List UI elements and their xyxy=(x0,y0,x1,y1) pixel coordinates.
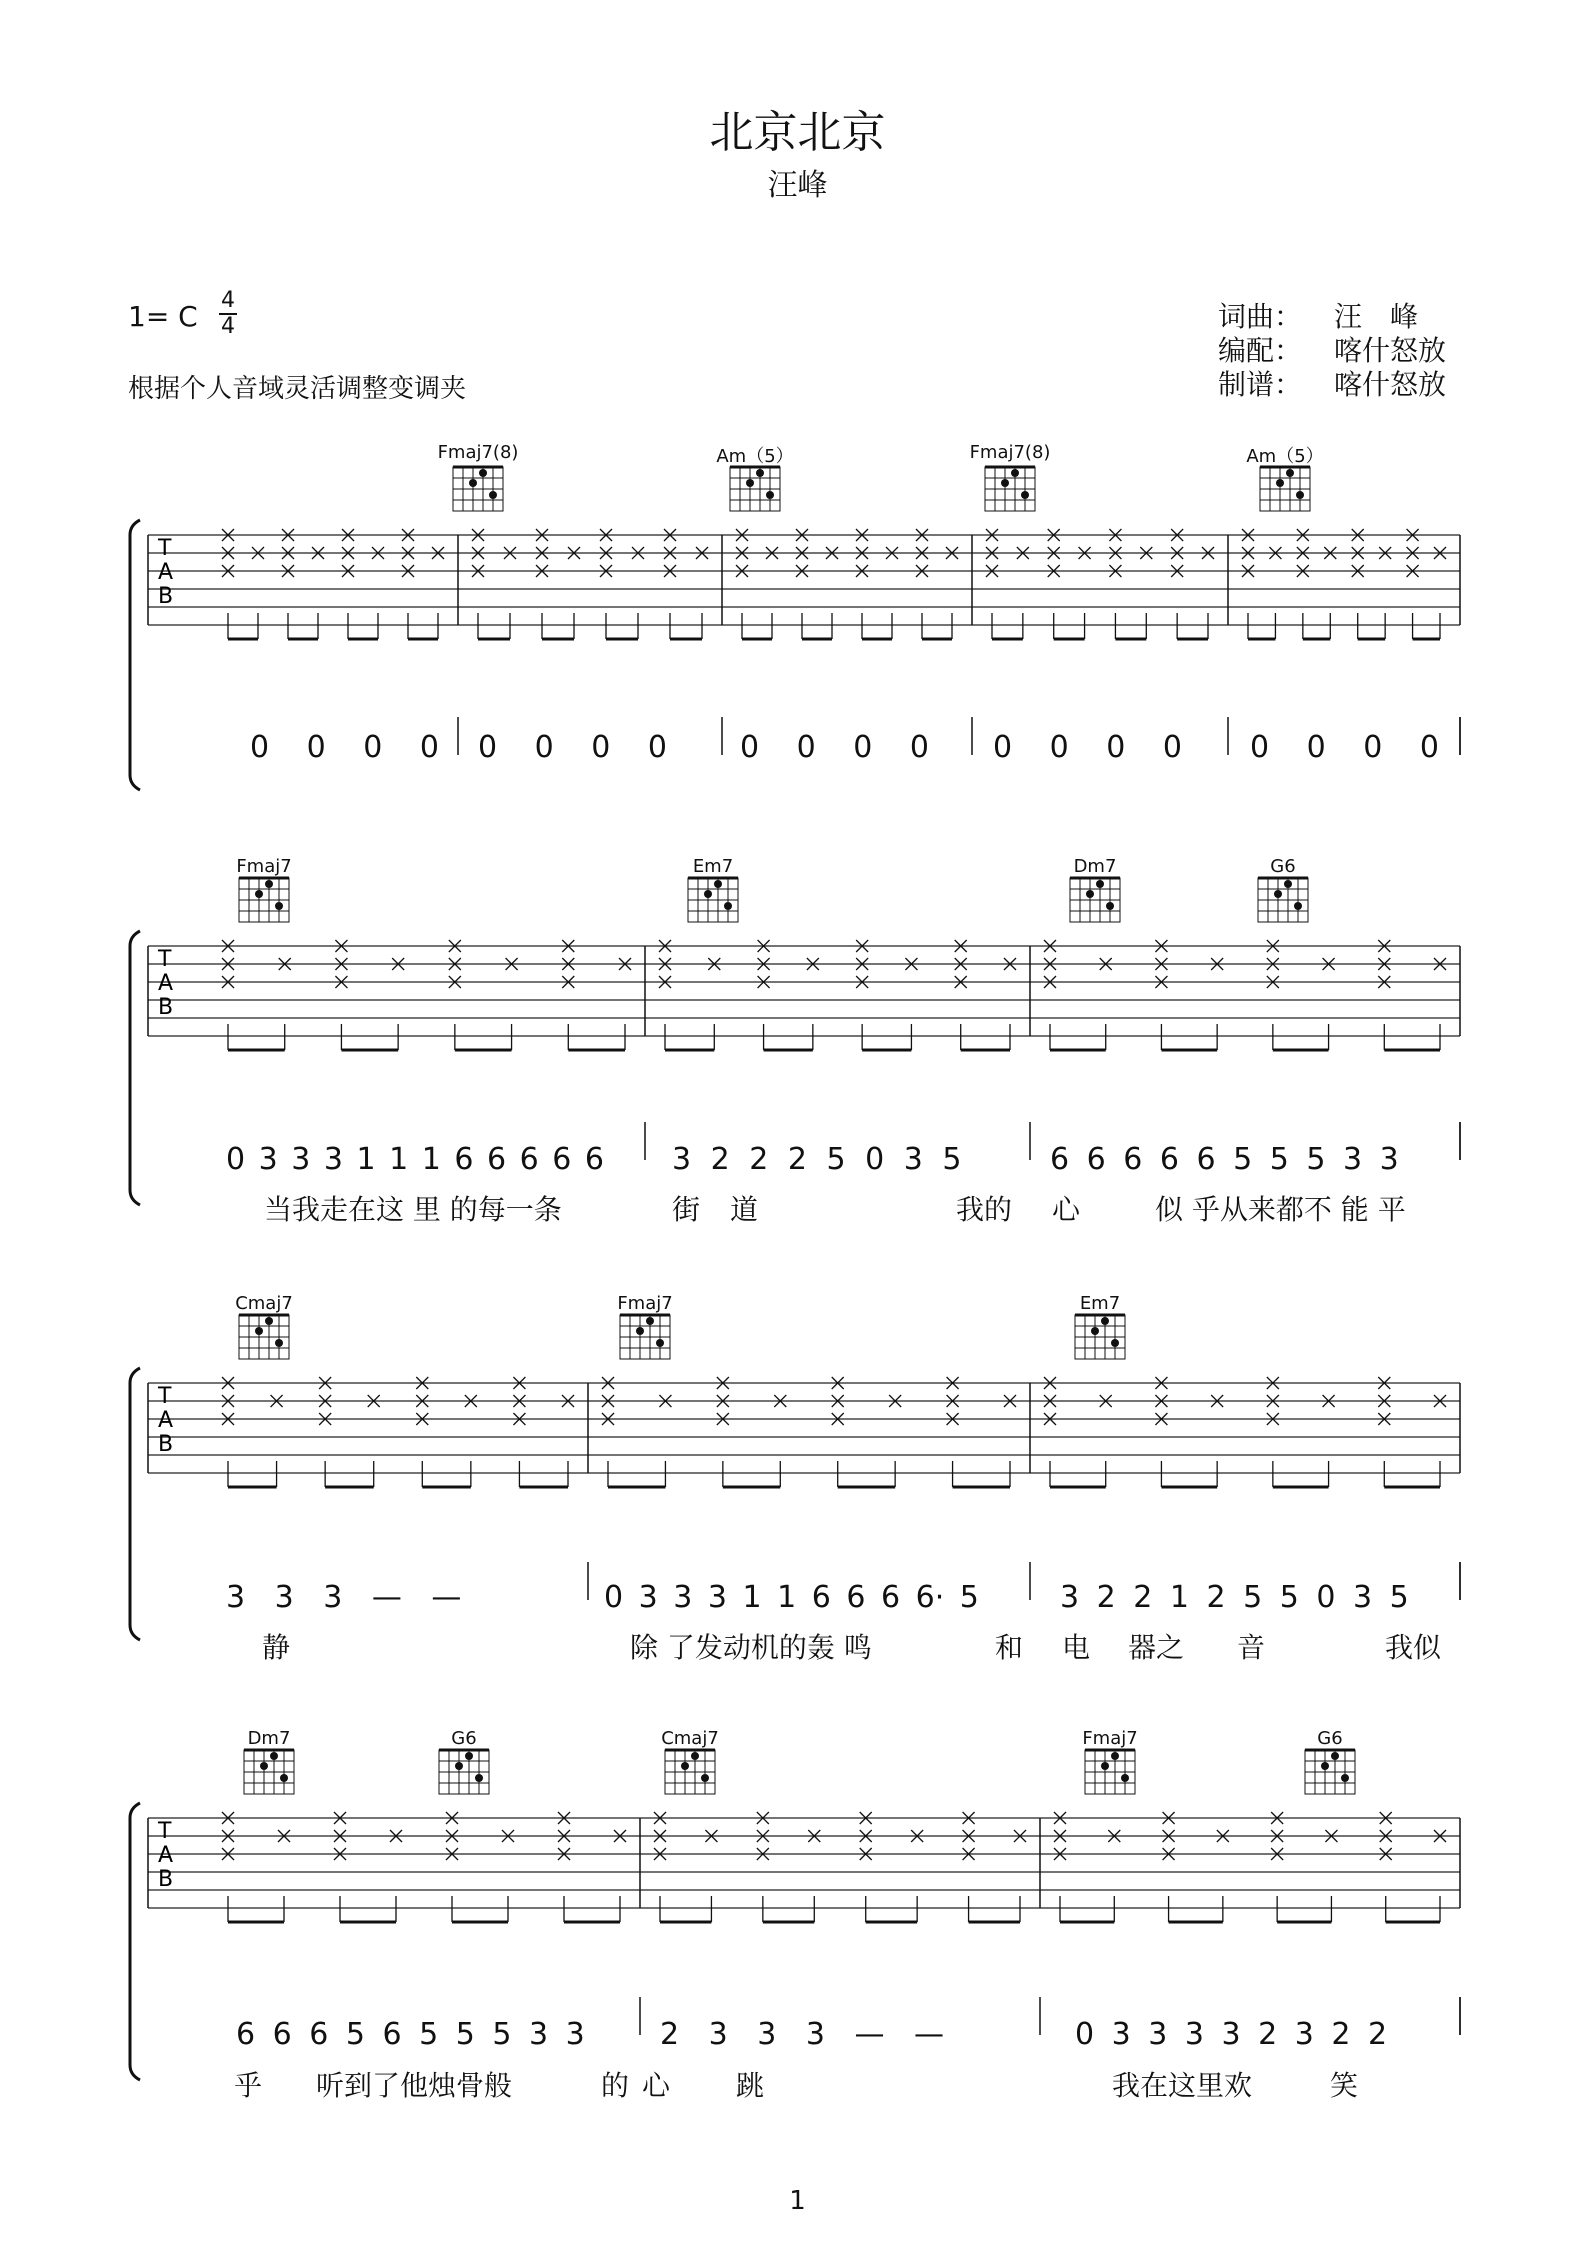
chord-finger-dot xyxy=(714,880,722,888)
chord-name: G6 xyxy=(451,1728,477,1749)
chord-finger-dot xyxy=(270,1752,278,1760)
numbered-notation-row: 0 0 0 0 xyxy=(250,730,439,765)
lyric-line: 我似 xyxy=(1385,1631,1442,1664)
numbered-notation-row: 6 6 6 5 6 5 5 5 3 3 xyxy=(236,2017,585,2052)
credit-value: 喀什怒放 xyxy=(1334,368,1447,401)
chord-name: G6 xyxy=(1317,1728,1343,1749)
chord-name: Fmaj7 xyxy=(1082,1728,1138,1749)
numbered-notation-row: 3 2 2 1 2 5 5 0 3 5 xyxy=(1060,1580,1409,1615)
tab-clef-letter: A xyxy=(158,1843,174,1868)
lyric-line: 道 xyxy=(730,1193,759,1226)
numbered-notation-row: 2 3 3 3 — — xyxy=(660,2017,945,2052)
chord-finger-dot xyxy=(1276,479,1284,487)
tab-clef-letter: T xyxy=(158,1819,172,1844)
chord-finger-dot xyxy=(1101,1317,1109,1325)
chord-name: Cmaj7 xyxy=(235,1293,293,1314)
tab-staves xyxy=(130,467,1460,2080)
tab-clef-letter: B xyxy=(158,995,174,1020)
tab-clef-letter: T xyxy=(158,1384,172,1409)
chord-finger-dot xyxy=(479,469,487,477)
chord-finger-dot xyxy=(265,1317,273,1325)
artist-name: 汪峰 xyxy=(767,168,828,203)
chord-finger-dot xyxy=(1091,1327,1099,1335)
chord-name: Am（5） xyxy=(716,446,794,467)
lyric-line: 似 乎从来都不 能 平 xyxy=(1155,1193,1406,1226)
chord-finger-dot xyxy=(756,469,764,477)
lyric-line: 街 xyxy=(672,1193,701,1226)
numbered-notation-row: 0 0 0 0 xyxy=(993,730,1182,765)
chord-finger-dot xyxy=(1321,1762,1329,1770)
chord-finger-dot xyxy=(636,1327,644,1335)
chord-finger-dot xyxy=(1121,1774,1129,1782)
numbered-notation-row: 0 3 3 3 1 1 6 6 6 6· 5 xyxy=(604,1580,979,1615)
chord-name: Fmaj7 xyxy=(236,856,292,877)
chord-finger-dot xyxy=(469,479,477,487)
chord-name: Am（5） xyxy=(1246,446,1324,467)
chord-finger-dot xyxy=(1341,1774,1349,1782)
chord-finger-dot xyxy=(1001,479,1009,487)
lyric-line: 乎 xyxy=(234,2069,263,2102)
chord-finger-dot xyxy=(724,902,732,910)
numbered-notation-row: 3 3 3 — — xyxy=(226,1580,462,1615)
credit-label: 词曲： xyxy=(1218,300,1303,333)
tab-clef-letter: B xyxy=(158,584,174,609)
lyric-line: 音 xyxy=(1237,1631,1266,1664)
system-bracket xyxy=(130,931,140,1205)
lyric-line: 器之 xyxy=(1128,1631,1185,1664)
chord-name: Fmaj7(8) xyxy=(969,442,1051,463)
chord-finger-dot xyxy=(475,1774,483,1782)
lyric-line: 我在这里欢 xyxy=(1112,2069,1253,2102)
lyric-line: 电 xyxy=(1062,1631,1091,1664)
chord-name: Dm7 xyxy=(247,1728,291,1749)
chord-finger-dot xyxy=(1086,890,1094,898)
system-bracket xyxy=(130,520,140,790)
chord-finger-dot xyxy=(1331,1752,1339,1760)
chord-name: Em7 xyxy=(1079,1293,1121,1314)
chord-finger-dot xyxy=(265,880,273,888)
tab-clef-letter: B xyxy=(158,1867,174,1892)
credit-label: 编配： xyxy=(1218,334,1303,367)
chord-finger-dot xyxy=(1296,491,1304,499)
tab-clef-letter: T xyxy=(158,947,172,972)
chord-finger-dot xyxy=(1111,1752,1119,1760)
tab-clef-letter: A xyxy=(158,1408,174,1433)
numbered-notation-row: 6 6 6 6 6 5 5 5 3 3 xyxy=(1050,1142,1399,1177)
numbered-notation-row: 0 3 3 3 1 1 1 6 6 6 6 6 xyxy=(226,1142,604,1177)
chord-finger-dot xyxy=(1294,902,1302,910)
chord-name: Em7 xyxy=(692,856,734,877)
chord-finger-dot xyxy=(1284,880,1292,888)
numbered-notation-row: 0 0 0 0 xyxy=(1250,730,1439,765)
lyric-line: 当我走在这 里 的每一条 xyxy=(264,1193,562,1226)
time-sig-bottom: 4 xyxy=(221,314,235,339)
capo-note: 根据个人音域灵活调整变调夹 xyxy=(128,374,467,404)
lyric-line: 跳 xyxy=(736,2069,765,2102)
chord-finger-dot xyxy=(255,890,263,898)
credit-value: 喀什怒放 xyxy=(1334,334,1447,367)
chord-finger-dot xyxy=(1096,880,1104,888)
chord-finger-dot xyxy=(691,1752,699,1760)
credit-value: 汪 峰 xyxy=(1334,300,1419,333)
numbered-notation-row: 0 0 0 0 xyxy=(478,730,667,765)
lyric-line: 的 xyxy=(601,2069,630,2102)
lyric-line: 和 xyxy=(995,1631,1024,1664)
lyric-line: 静 xyxy=(262,1631,291,1664)
chord-finger-dot xyxy=(746,479,754,487)
chord-finger-dot xyxy=(465,1752,473,1760)
chord-name: G6 xyxy=(1270,856,1296,877)
numbered-notation-row: 0 0 0 0 xyxy=(740,730,929,765)
tab-clef-letter: A xyxy=(158,560,174,585)
lyric-line: 听到了他烛骨般 xyxy=(316,2069,513,2102)
key-signature: 1= C xyxy=(128,300,198,333)
chord-finger-dot xyxy=(1011,469,1019,477)
chord-finger-dot xyxy=(1274,890,1282,898)
chord-finger-dot xyxy=(1111,1339,1119,1347)
chord-finger-dot xyxy=(260,1762,268,1770)
chord-finger-dot xyxy=(704,890,712,898)
chord-finger-dot xyxy=(1101,1762,1109,1770)
chord-finger-dot xyxy=(489,491,497,499)
chord-finger-dot xyxy=(1021,491,1029,499)
time-sig-top: 4 xyxy=(221,288,235,313)
tab-clef-letter: T xyxy=(158,536,172,561)
chord-name: Dm7 xyxy=(1073,856,1117,877)
chord-finger-dot xyxy=(280,1774,288,1782)
numbered-notation-row: 0 3 3 3 3 2 3 2 2 xyxy=(1075,2017,1388,2052)
chord-finger-dot xyxy=(656,1339,664,1347)
chord-name: Fmaj7(8) xyxy=(437,442,519,463)
chord-finger-dot xyxy=(455,1762,463,1770)
chord-finger-dot xyxy=(255,1327,263,1335)
chord-finger-dot xyxy=(1106,902,1114,910)
lyric-line: 我的 xyxy=(956,1193,1013,1226)
chord-finger-dot xyxy=(646,1317,654,1325)
system-bracket xyxy=(130,1803,140,2080)
chord-finger-dot xyxy=(1286,469,1294,477)
tab-clef-letter: A xyxy=(158,971,174,996)
lyric-line: 心 xyxy=(1052,1193,1081,1226)
lyric-line: 心 xyxy=(642,2069,671,2102)
tab-clef-letter: B xyxy=(158,1432,174,1457)
song-title: 北京北京 xyxy=(709,107,886,158)
lyric-line: 除 了发动机的轰 鸣 xyxy=(630,1631,872,1664)
credit-label: 制谱： xyxy=(1218,368,1303,401)
lyric-line: 笑 xyxy=(1330,2069,1359,2102)
chord-finger-dot xyxy=(275,902,283,910)
chord-finger-dot xyxy=(766,491,774,499)
chord-finger-dot xyxy=(681,1762,689,1770)
chord-finger-dot xyxy=(701,1774,709,1782)
chord-finger-dot xyxy=(275,1339,283,1347)
page-number: 1 xyxy=(789,2186,806,2216)
chord-name: Cmaj7 xyxy=(661,1728,719,1749)
system-bracket xyxy=(130,1368,140,1640)
numbered-notation-row: 3 2 2 2 5 0 3 5 xyxy=(672,1142,962,1177)
chord-name: Fmaj7 xyxy=(617,1293,673,1314)
